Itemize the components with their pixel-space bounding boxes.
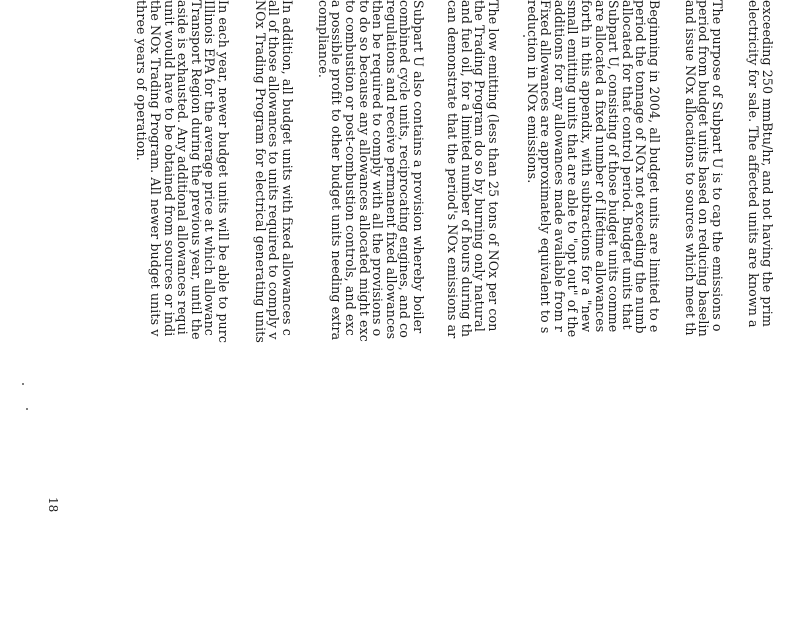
text-line: exceeding 250 mmBtu/hr, and not having the prim: [760, 0, 775, 327]
text-line: a possible profit to other budget units needing extra: [329, 0, 345, 341]
text-line: unit would have to be obtained from sources or indi: [161, 0, 177, 337]
paragraph-opt-in-provision: [316, 0, 425, 342]
text-line: to combustion or post-combustion controls, and exc: [343, 0, 359, 336]
text-line: In addition, all budget units with fixed allowances c: [280, 0, 295, 336]
text-line: Subpart U, consisting of those budget units comme: [606, 0, 622, 333]
text-line: all of those allowances to units required to comply v: [266, 0, 282, 340]
scan-speck: [523, 35, 525, 37]
text-line: additions for any allowances made available from r: [551, 0, 567, 332]
scan-speck: [26, 408, 28, 410]
text-line: Illinois EPA for the average price at which allowanc: [202, 0, 218, 336]
text-line: The low emitting (less than 25 tons of NOx per con: [486, 0, 501, 332]
text-line: Fixed allowances are approximately equivalent to s: [538, 0, 554, 334]
text-line: allocated for that control period. Budget units that: [619, 0, 635, 330]
page-number: 18: [46, 497, 60, 513]
text-line: three years of operation.: [134, 0, 150, 161]
paragraph-fixed-allowances-transfer: [253, 0, 294, 343]
text-line: forth in this appendix, with subtractions for a "new: [579, 0, 595, 333]
scan-speck: [22, 383, 24, 385]
text-line: reduction in NOx emissions.: [524, 0, 540, 184]
text-line: period the tonnage of NOx not exceeding the numb: [633, 0, 649, 334]
text-line: aside is exhausted. Any additional allowances requi: [175, 0, 191, 335]
text-line: Beginning in 2004, all budget units are limited to e: [647, 0, 662, 333]
paragraph-purpose: [683, 0, 724, 337]
text-line: Subpart U also contains a provision whereby boiler: [411, 0, 426, 334]
text-line: the NOx Trading Program. All newer budget units v: [148, 0, 164, 337]
text-line: compliance.: [315, 0, 331, 78]
text-line: then be required to comply with all the provisions o: [370, 0, 386, 337]
text-line: and issue NOx allocations to sources which meet th: [682, 0, 698, 336]
text-line: to do so because any allowances allocated might exc: [356, 0, 372, 342]
text-line: the Trading Program do so by burning only natural: [472, 0, 488, 332]
paragraph-newer-budget-units: [135, 0, 230, 343]
paragraph-applicability: [747, 0, 774, 328]
text-line: electricity for sale. The affected units are known a: [746, 0, 762, 328]
text-line: NOx Trading Program for electrical generating units: [252, 0, 268, 343]
text-line: are allocated a fixed number of lifetime allowances: [592, 0, 608, 333]
text-line: Transport Region during the previous year, until the: [188, 0, 204, 340]
text-line: can demonstrate that the period's NOx emissions ar: [445, 0, 461, 339]
text-line: In each year, newer budget units will be able to purc: [216, 0, 231, 343]
text-line: and fuel oil, for a limited number of hours during th: [458, 0, 474, 338]
text-line: regulations and receive permanent fixed allowances: [383, 0, 399, 340]
text-line: combined cycle units, reciprocating engines, and co: [397, 0, 413, 338]
text-line: period from budget units based on reducing baselin: [696, 0, 712, 337]
text-line: small emitting units that are able to "opt out" of the: [565, 0, 581, 338]
paragraph-allocations: [525, 0, 661, 337]
paragraph-low-emitting: [446, 0, 500, 338]
text-line: The purpose of Subpart U is to cap the emissions o: [710, 0, 725, 332]
